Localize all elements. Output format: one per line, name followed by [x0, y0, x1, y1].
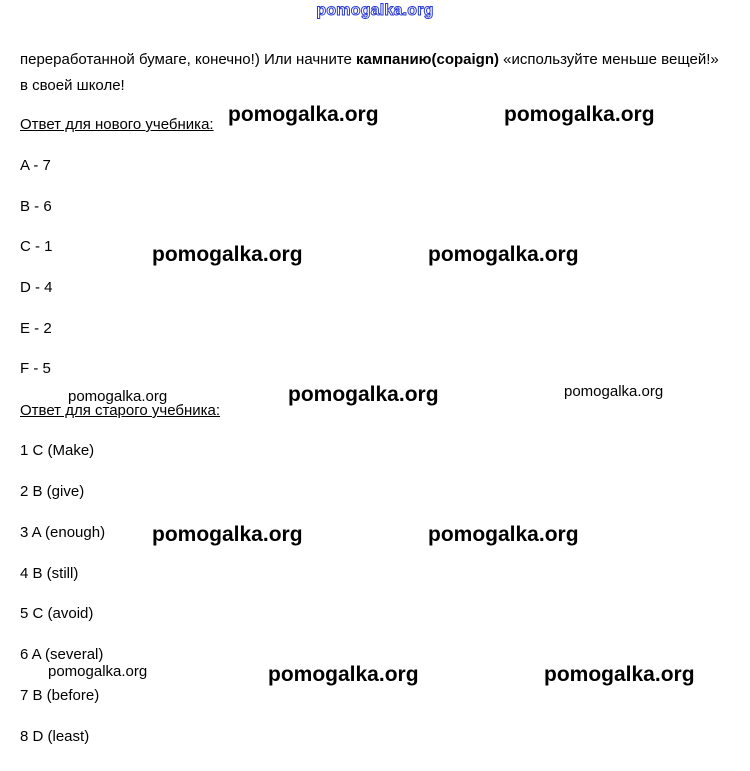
answer-line: A - 7 [20, 157, 51, 174]
watermark: pomogalka.org [544, 663, 695, 686]
answer-line: 6 A (several) [20, 646, 104, 663]
watermark: pomogalka.org [564, 383, 664, 400]
answer-line: 3 A (enough) [20, 524, 106, 541]
answer-line: 8 D (least) [20, 728, 90, 745]
site-logo: pomogalka.org [316, 2, 434, 19]
intro-text-before: переработанной бумаге, конечно!) Или начните [20, 51, 357, 68]
watermark: pomogalka.org [428, 243, 579, 266]
answer-line: B - 6 [20, 198, 52, 215]
watermark: pomogalka.org [152, 523, 303, 546]
intro-text-after: «используйте меньше вещей!» в своей школе! [20, 51, 719, 94]
intro-paragraph [20, 47, 730, 99]
watermark: pomogalka.org [48, 663, 148, 680]
watermark: pomogalka.org [288, 383, 439, 406]
answer-line: E - 2 [20, 320, 52, 337]
old-textbook-heading: Ответ для старого учебника: [20, 402, 221, 419]
answer-line: 7 B (before) [20, 687, 100, 704]
answer-line: 1 C (Make) [20, 442, 95, 459]
new-textbook-heading: Ответ для нового учебника: [20, 116, 214, 133]
watermark: pomogalka.org [68, 388, 168, 405]
answer-line: 2 B (give) [20, 483, 85, 500]
watermark: pomogalka.org [152, 243, 303, 266]
watermark: pomogalka.org [228, 103, 379, 126]
watermark: pomogalka.org [504, 103, 655, 126]
answer-line: D - 4 [20, 279, 53, 296]
answer-line: 4 B (still) [20, 565, 79, 582]
watermark: pomogalka.org [428, 523, 579, 546]
intro-bold-text: кампанию(copaign) [356, 51, 499, 68]
watermark: pomogalka.org [268, 663, 419, 686]
answer-line: F - 5 [20, 360, 51, 377]
answer-line: 5 C (avoid) [20, 605, 94, 622]
answer-line: C - 1 [20, 238, 53, 255]
